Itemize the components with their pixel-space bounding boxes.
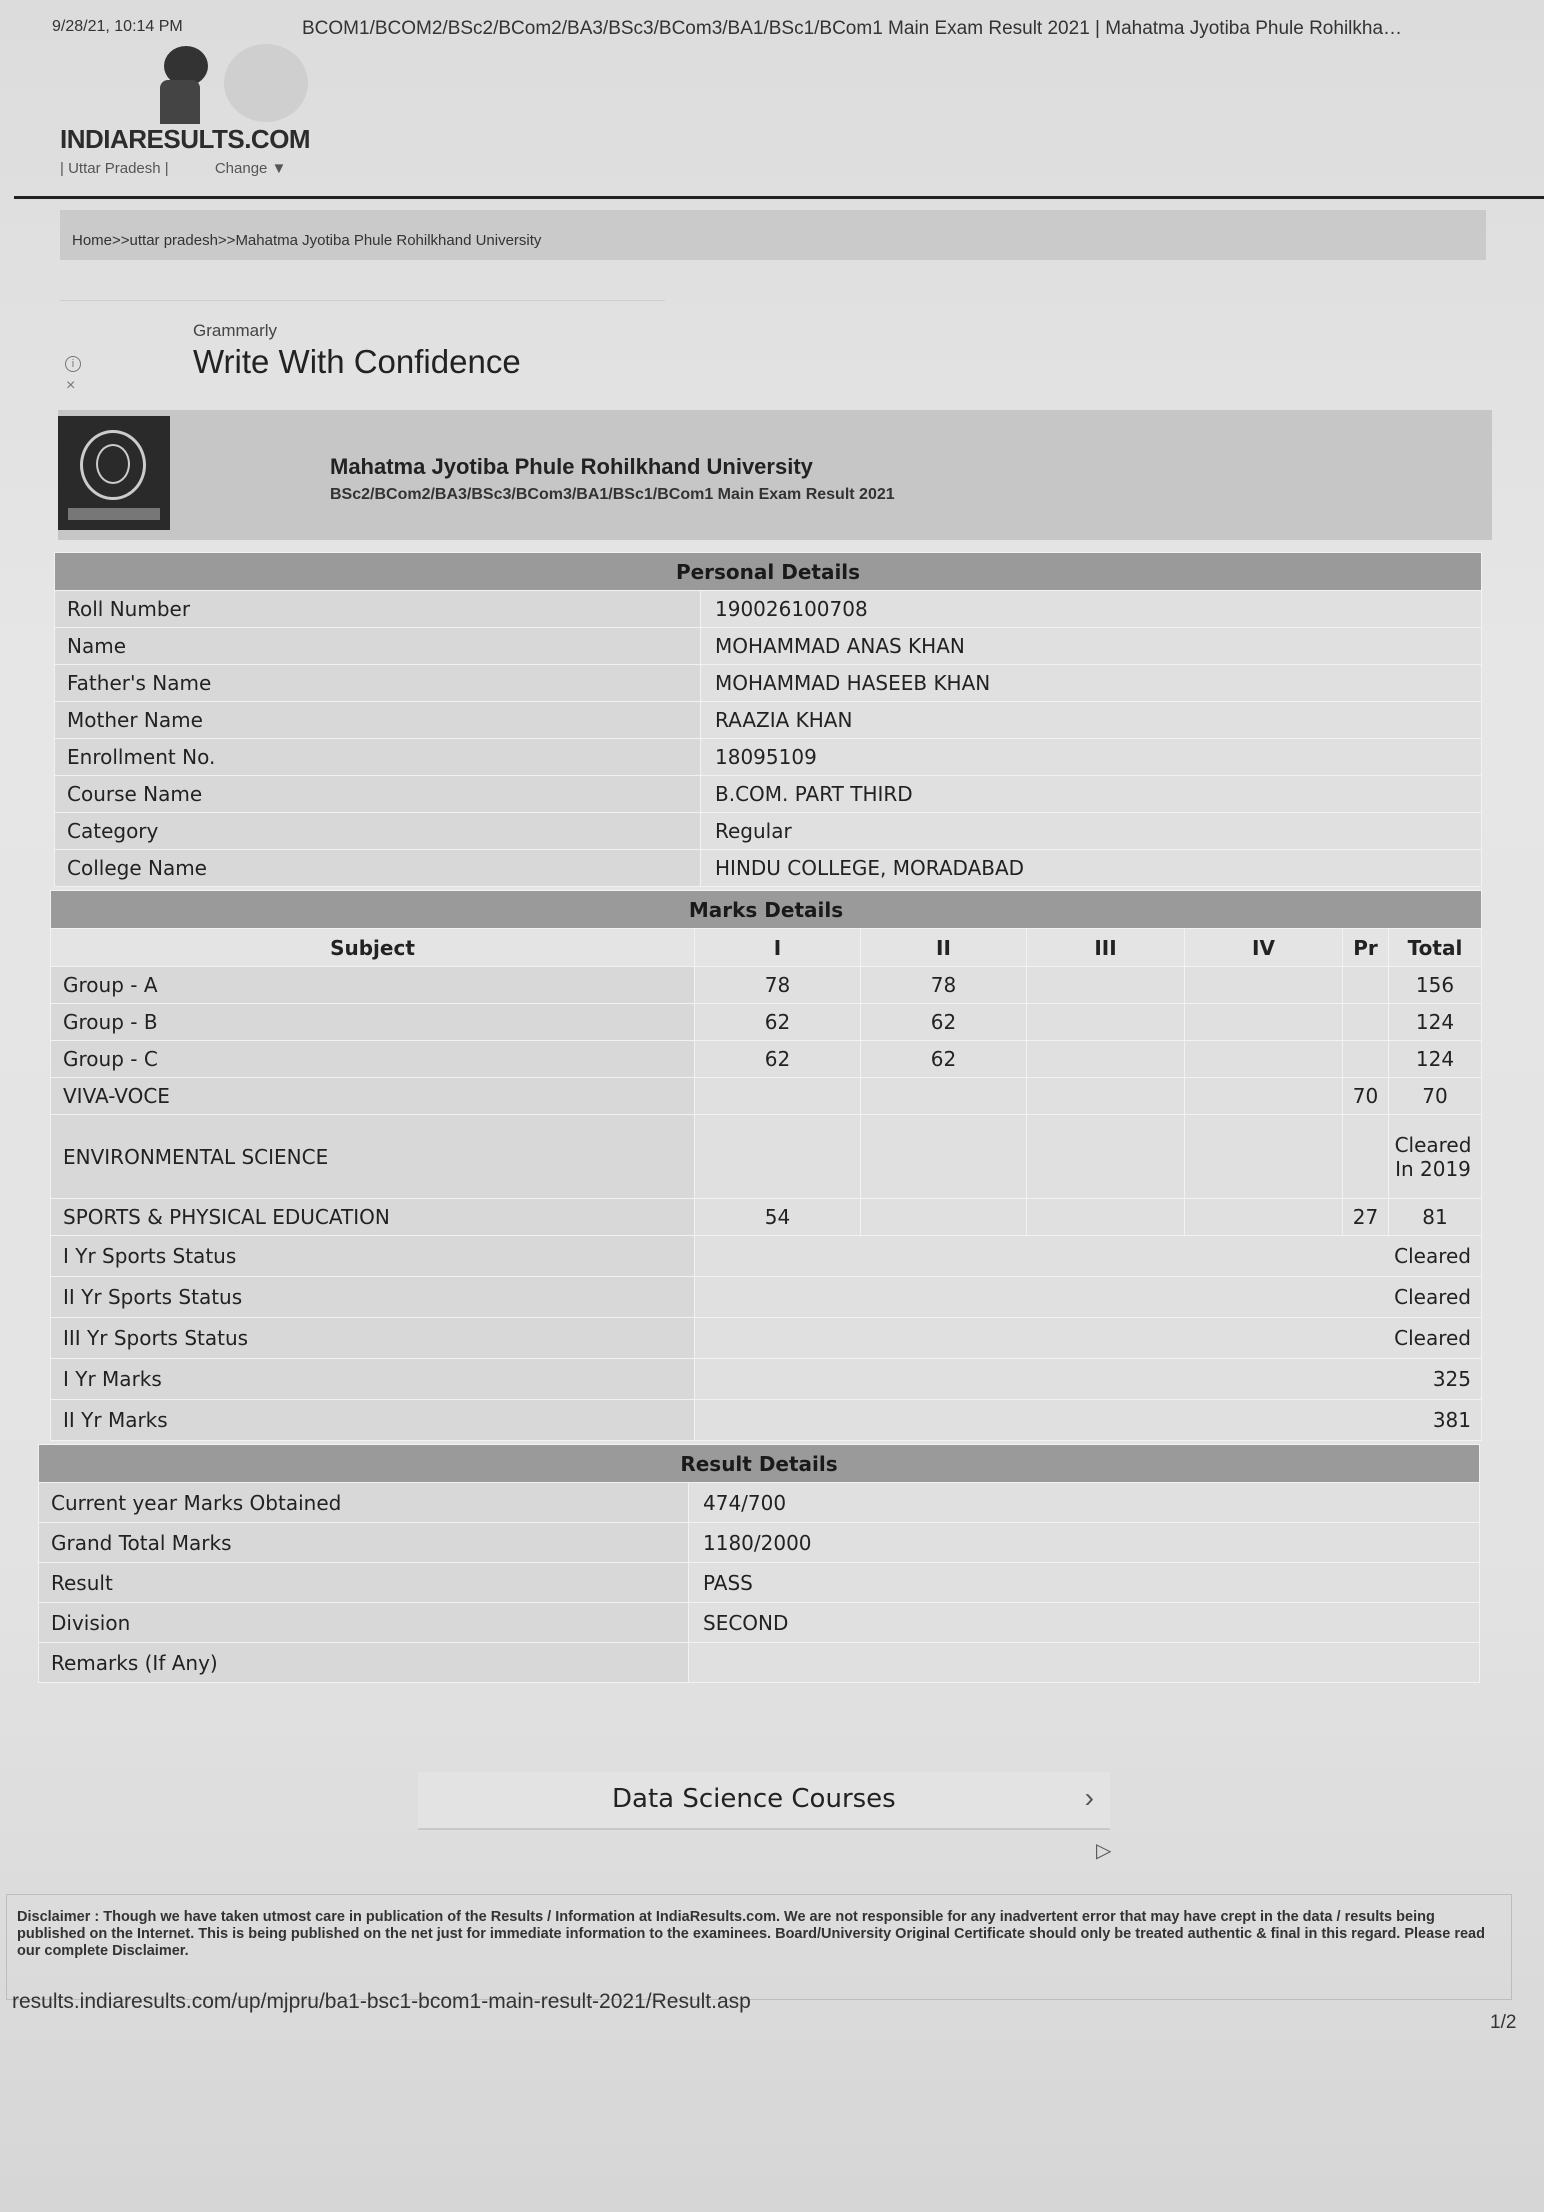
personal-row	[55, 665, 1482, 702]
mark-cell	[861, 1078, 1027, 1115]
mark-cell	[1027, 1078, 1185, 1115]
mark-cell	[1027, 967, 1185, 1004]
summary-label: III Yr Sports Status	[51, 1318, 695, 1359]
result-label: Result	[39, 1563, 689, 1603]
result-details-heading: Result Details	[39, 1445, 1480, 1483]
subject-name: Group - B	[51, 1004, 695, 1041]
marks-row	[51, 1041, 1482, 1078]
result-row	[39, 1643, 1480, 1683]
change-state-link[interactable]: Change ▼	[214, 160, 287, 177]
result-row	[39, 1603, 1480, 1643]
marks-summary-row	[51, 1236, 1482, 1277]
marks-details-table	[50, 890, 1482, 1441]
mark-cell	[1343, 1041, 1389, 1078]
mark-cell	[1027, 1199, 1185, 1236]
mark-cell	[1343, 967, 1389, 1004]
mark-cell	[1027, 1004, 1185, 1041]
subject-name: Group - C	[51, 1041, 695, 1078]
page-number: 1/2	[1490, 2012, 1517, 2033]
field-value: 18095109	[701, 739, 1482, 776]
field-label: Mother Name	[55, 702, 701, 739]
print-title: BCOM1/BCOM2/BSc2/BCom2/BA3/BSc3/BCom3/BA1/BSc1/BCom1 Main Exam Result 2021 | Mahatma Jyotiba Phule Rohilkha…	[302, 18, 1403, 39]
result-label: Current year Marks Obtained	[39, 1483, 689, 1523]
state-name: | Uttar Pradesh |	[60, 160, 169, 177]
column-header: Total	[1389, 929, 1482, 967]
ad-info-icon[interactable]: i	[65, 356, 81, 372]
mark-cell: Cleared In 2019	[1389, 1115, 1482, 1199]
personal-row	[55, 628, 1482, 665]
field-label: Roll Number	[55, 591, 701, 628]
mark-cell: 70	[1389, 1078, 1482, 1115]
field-value: RAAZIA KHAN	[701, 702, 1482, 739]
marks-summary-row	[51, 1318, 1482, 1359]
summary-value: 325	[695, 1359, 1482, 1400]
field-value: MOHAMMAD ANAS KHAN	[701, 628, 1482, 665]
mark-cell: 27	[1343, 1199, 1389, 1236]
summary-value: Cleared	[695, 1277, 1482, 1318]
result-value: 1180/2000	[689, 1523, 1480, 1563]
field-value: B.COM. PART THIRD	[701, 776, 1482, 813]
personal-row	[55, 739, 1482, 776]
summary-value: Cleared	[695, 1236, 1482, 1277]
mark-cell: 78	[695, 967, 861, 1004]
result-value: PASS	[689, 1563, 1480, 1603]
logo-person-body	[160, 80, 200, 124]
result-row	[39, 1523, 1480, 1563]
marks-row	[51, 1004, 1482, 1041]
mark-cell: 81	[1389, 1199, 1482, 1236]
personal-row	[55, 776, 1482, 813]
breadcrumb[interactable]: Home>>uttar pradesh>>Mahatma Jyotiba Phule Rohilkhand University	[60, 210, 1486, 260]
mark-cell: 78	[861, 967, 1027, 1004]
field-label: Name	[55, 628, 701, 665]
field-label: College Name	[55, 850, 701, 887]
mark-cell: 62	[861, 1004, 1027, 1041]
ad-brand: Grammarly	[193, 321, 278, 340]
result-value	[689, 1643, 1480, 1683]
marks-details-heading: Marks Details	[51, 891, 1482, 929]
result-row	[39, 1563, 1480, 1603]
field-value: 190026100708	[701, 591, 1482, 628]
personal-details-heading: Personal Details	[55, 553, 1482, 591]
mark-cell: 124	[1389, 1004, 1482, 1041]
column-header: IV	[1185, 929, 1343, 967]
university-name: Mahatma Jyotiba Phule Rohilkhand University	[330, 454, 813, 479]
marks-summary-row	[51, 1359, 1482, 1400]
subject-name: SPORTS & PHYSICAL EDUCATION	[51, 1199, 695, 1236]
summary-label: II Yr Sports Status	[51, 1277, 695, 1318]
mark-cell: 156	[1389, 967, 1482, 1004]
chevron-right-icon[interactable]: ›	[1084, 1782, 1094, 1813]
summary-label: I Yr Sports Status	[51, 1236, 695, 1277]
header-divider	[14, 196, 1544, 199]
logo-text: INDIARESULTS.COM	[60, 124, 311, 154]
university-banner	[58, 410, 1492, 540]
subject-name: ENVIRONMENTAL SCIENCE	[51, 1115, 695, 1199]
field-value: MOHAMMAD HASEEB KHAN	[701, 665, 1482, 702]
data-science-ad[interactable]	[418, 1772, 1110, 1830]
summary-value: 381	[695, 1400, 1482, 1441]
summary-label: I Yr Marks	[51, 1359, 695, 1400]
state-selector	[60, 160, 328, 177]
print-header	[52, 14, 1524, 44]
subject-name: VIVA-VOCE	[51, 1078, 695, 1115]
marks-row	[51, 1078, 1482, 1115]
marks-row	[51, 967, 1482, 1004]
field-label: Father's Name	[55, 665, 701, 702]
marks-column-headers	[51, 929, 1482, 967]
column-header: II	[861, 929, 1027, 967]
marks-summary-row	[51, 1400, 1482, 1441]
adchoices-icon[interactable]: ▷	[1096, 1840, 1112, 1862]
page-url: results.indiaresults.com/up/mjpru/ba1-bsc1-bcom1-main-result-2021/Result.asp	[12, 1990, 751, 2013]
ad-tagline[interactable]: Write With Confidence	[193, 343, 521, 380]
result-details-table	[38, 1444, 1480, 1683]
mark-cell	[1185, 1041, 1343, 1078]
mark-cell	[695, 1078, 861, 1115]
result-value: 474/700	[689, 1483, 1480, 1523]
mark-cell	[1185, 1199, 1343, 1236]
print-datetime: 9/28/21, 10:14 PM	[52, 18, 183, 35]
ad-link-label[interactable]: Data Science Courses	[612, 1784, 896, 1814]
mark-cell: 54	[695, 1199, 861, 1236]
mark-cell	[1343, 1115, 1389, 1199]
mark-cell: 62	[861, 1041, 1027, 1078]
mark-cell	[1185, 1078, 1343, 1115]
mark-cell	[695, 1115, 861, 1199]
mark-cell: 62	[695, 1004, 861, 1041]
column-header: Pr	[1343, 929, 1389, 967]
mark-cell	[1027, 1041, 1185, 1078]
ad-close-icon[interactable]: ×	[66, 377, 76, 394]
university-emblem-icon	[58, 416, 170, 530]
personal-row	[55, 813, 1482, 850]
mark-cell	[861, 1199, 1027, 1236]
personal-details-table	[54, 552, 1482, 887]
exam-subtitle: BSc2/BCom2/BA3/BSc3/BCom3/BA1/BSc1/BCom1 Main Exam Result 2021	[330, 486, 895, 503]
up-map-icon	[224, 44, 308, 122]
summary-label: II Yr Marks	[51, 1400, 695, 1441]
field-value: HINDU COLLEGE, MORADABAD	[701, 850, 1482, 887]
mark-cell	[861, 1115, 1027, 1199]
field-label: Course Name	[55, 776, 701, 813]
column-header: III	[1027, 929, 1185, 967]
mark-cell	[1185, 1115, 1343, 1199]
field-label: Enrollment No.	[55, 739, 701, 776]
marks-row	[51, 1199, 1482, 1236]
mark-cell: 70	[1343, 1078, 1389, 1115]
result-label: Division	[39, 1603, 689, 1643]
mark-cell	[1027, 1115, 1185, 1199]
mark-cell: 124	[1389, 1041, 1482, 1078]
result-label: Remarks (If Any)	[39, 1643, 689, 1683]
personal-row	[55, 702, 1482, 739]
marks-summary-row	[51, 1277, 1482, 1318]
mark-cell	[1185, 967, 1343, 1004]
result-label: Grand Total Marks	[39, 1523, 689, 1563]
result-row	[39, 1483, 1480, 1523]
subject-name: Group - A	[51, 967, 695, 1004]
disclaimer-text: Disclaimer : Though we have taken utmost care in publication of the Results / Information at IndiaResults.com. We are not responsible for any inadvertent error that may have crept in the data / results being published on the Internet. This is being published on the net just for immediate information to the examinees. Board/University Original Certificate should only be treated authentic & final in this regard. Please read our complete Disclaimer.	[6, 1894, 1512, 2000]
column-header: I	[695, 929, 861, 967]
field-label: Category	[55, 813, 701, 850]
mark-cell: 62	[695, 1041, 861, 1078]
summary-value: Cleared	[695, 1318, 1482, 1359]
personal-row	[55, 850, 1482, 887]
grammarly-ad[interactable]	[60, 300, 665, 410]
site-logo[interactable]	[58, 44, 358, 184]
mark-cell	[1343, 1004, 1389, 1041]
marks-row	[51, 1115, 1482, 1199]
field-value: Regular	[701, 813, 1482, 850]
result-value: SECOND	[689, 1603, 1480, 1643]
personal-row	[55, 591, 1482, 628]
mark-cell	[1185, 1004, 1343, 1041]
column-header: Subject	[51, 929, 695, 967]
